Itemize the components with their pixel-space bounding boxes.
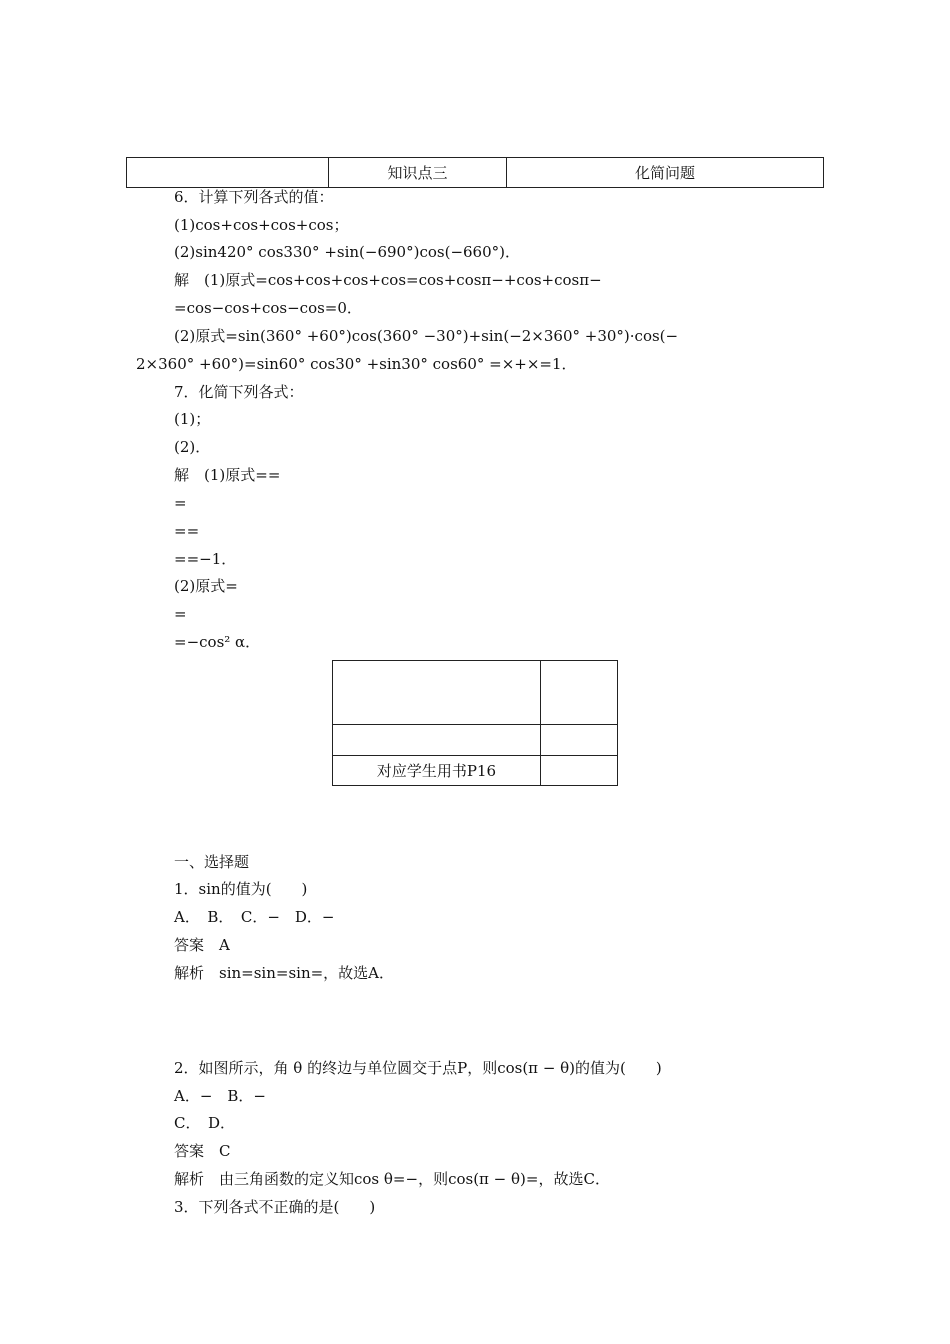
solution-7-line-6: = (174, 605, 187, 623)
reference-table (332, 660, 618, 786)
question-1-answer: 答案 A (174, 936, 230, 954)
solution-7-line-7: =−cos² α． (174, 633, 261, 651)
header-cell-section: 知识点三 (329, 158, 507, 188)
ref-cell-empty (541, 661, 618, 725)
ref-cell-empty (333, 725, 541, 755)
problem-6-title: 6．计算下列各式的值： (174, 188, 334, 206)
ref-cell-empty (541, 725, 618, 755)
ref-cell-empty (333, 661, 541, 725)
question-1: 1．sin的值为( ) (174, 880, 308, 898)
solution-7-line-5: (2)原式= (174, 577, 238, 595)
solution-6-line-4: 2×360° +60°)=sin60° cos30° +sin30° cos60° =×+×=1． (136, 355, 577, 373)
solution-7-line-3: == (174, 522, 200, 540)
question-2-answer: 答案 C (174, 1142, 231, 1160)
problem-6-part-2: (2)sin420° cos330° +sin(−690°)cos(−660°)． (174, 243, 520, 261)
solution-7-line-1: 解 (1)原式== (174, 466, 281, 484)
section-heading: 一、选择题 (174, 853, 250, 871)
problem-7-title: 7．化简下列各式： (174, 383, 304, 401)
problem-6-part-1: (1)cos+cos+cos+cos； (174, 216, 349, 234)
problem-7-part-1: (1)； (174, 410, 211, 428)
question-2-options-ab: A．− B．− (174, 1087, 266, 1105)
solution-7-line-4: ==−1． (174, 550, 237, 568)
question-1-analysis: 解析 sin=sin=sin=，故选A． (174, 964, 395, 982)
question-2-options-cd: C． D． (174, 1114, 236, 1132)
problem-7-part-2: (2)． (174, 438, 211, 456)
question-2-analysis: 解析 由三角函数的定义知cos θ=−，则cos(π − θ)=，故选C． (174, 1170, 610, 1188)
ref-cell-empty (541, 755, 618, 786)
section-header-table (126, 157, 824, 188)
question-1-options: A． B． C．− D．− (174, 908, 335, 926)
header-cell-topic: 化简问题 (507, 158, 824, 188)
ref-cell-label: 对应学生用书P16 (333, 755, 541, 786)
solution-7-line-2: = (174, 494, 187, 512)
solution-6-line-3: (2)原式=sin(360° +60°)cos(360° −30°)+sin(−2×360° +30°)·cos(− (174, 327, 679, 345)
header-cell-empty (127, 158, 329, 188)
question-2: 2．如图所示，角 θ 的终边与单位圆交于点P，则cos(π − θ)的值为( ) (174, 1059, 662, 1077)
solution-6-line-1: 解 (1)原式=cos+cos+cos+cos=cos+cosπ−+cos+cosπ− (174, 271, 602, 289)
solution-6-line-2: =cos−cos+cos−cos=0． (174, 299, 362, 317)
question-3: 3．下列各式不正确的是( ) (174, 1198, 376, 1216)
